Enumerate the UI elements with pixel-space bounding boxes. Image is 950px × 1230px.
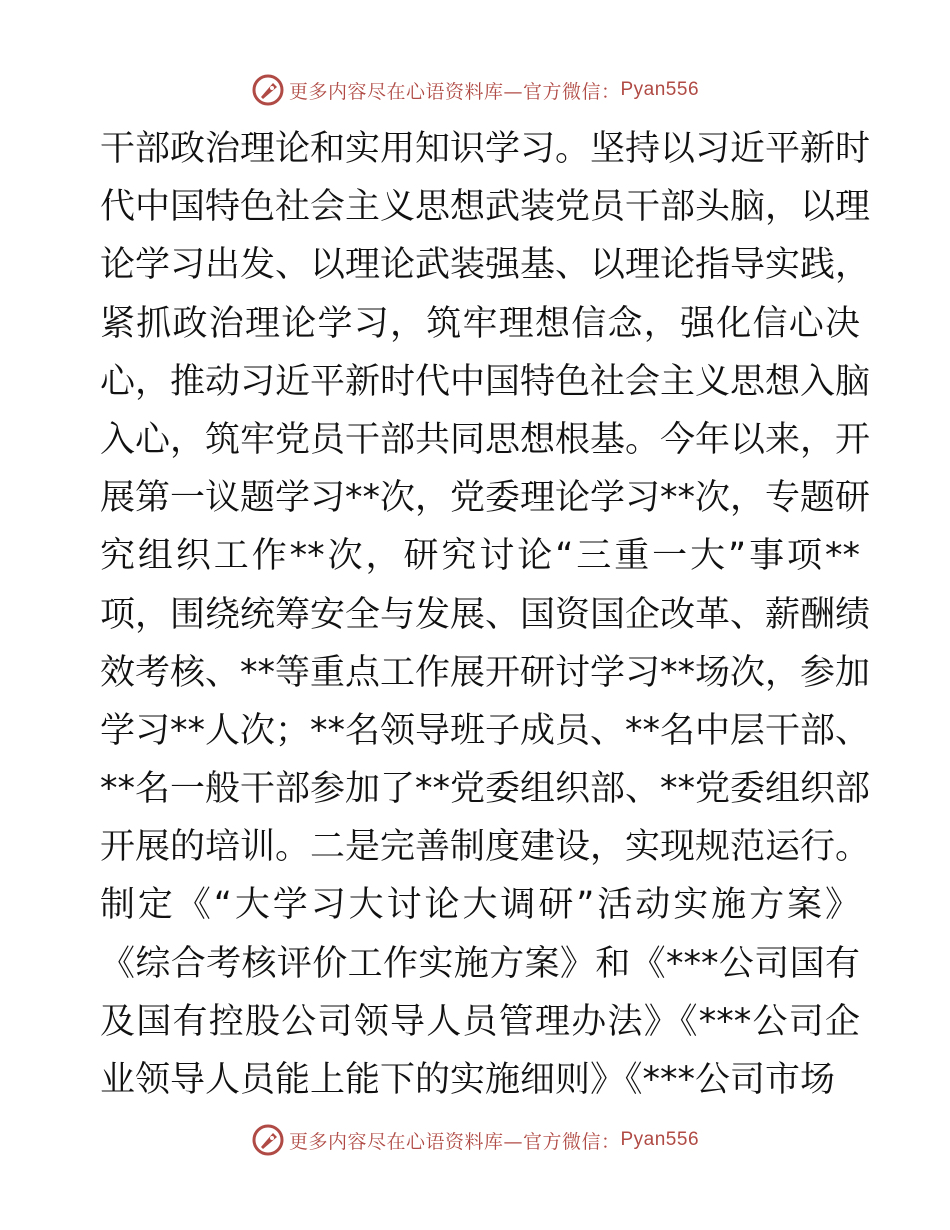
body-line: 开展的培训。二是完善制度建设，实现规范运行。 <box>100 827 871 868</box>
header-watermark <box>0 70 950 110</box>
body-line: 《综合考核评价工作实施方案》和《***公司国有 <box>100 943 860 984</box>
watermark-text: 更多内容尽在心语资料库—官方微信： <box>288 1130 621 1153</box>
body-line: 紧抓政治理论学习，筑牢理想信念，强化信心决 <box>100 303 860 344</box>
watermark-wechat-id: Pyan556 <box>620 1129 700 1150</box>
body-line: 展第一议题学习**次，党委理论学习**次，专题研 <box>100 478 871 519</box>
pen-nib-logo-icon <box>251 73 285 107</box>
body-line: 干部政治理论和实用知识学习。坚持以习近平新时 <box>100 129 871 169</box>
document-body <box>100 120 871 1109</box>
body-line: 心，推动习近平新时代中国特色社会主义思想入脑 <box>100 361 871 402</box>
watermark-wechat-id: Pyan556 <box>620 79 700 100</box>
body-line: 业领导人员能上能下的实施细则》《***公司市场 <box>100 1060 836 1100</box>
body-line: 究组织工作**次，研究讨论“三重一大”事项** <box>100 536 860 577</box>
body-line: 及国有控股公司领导人员管理办法》《***公司企 <box>100 1001 860 1042</box>
body-line: 制定《“大学习大讨论大调研”活动实施方案》 <box>100 885 860 926</box>
body-line: 项，围绕统筹安全与发展、国资国企改革、薪酬绩 <box>100 594 871 635</box>
body-line: 学习**人次；**名领导班子成员、**名中层干部、 <box>100 710 871 751</box>
pen-nib-logo-icon <box>251 1123 285 1157</box>
body-line: 效考核、**等重点工作展开研讨学习**场次，参加 <box>100 652 871 693</box>
body-line: 代中国特色社会主义思想武装党员干部头脑，以理 <box>100 187 871 228</box>
body-line: 入心，筑牢党员干部共同思想根基。今年以来，开 <box>100 419 871 460</box>
body-line: 论学习出发、以理论武装强基、以理论指导实践， <box>100 245 871 286</box>
footer-watermark <box>0 1120 950 1160</box>
watermark-text: 更多内容尽在心语资料库—官方微信： <box>288 80 621 103</box>
body-line: **名一般干部参加了**党委组织部、**党委组织部 <box>100 769 871 810</box>
